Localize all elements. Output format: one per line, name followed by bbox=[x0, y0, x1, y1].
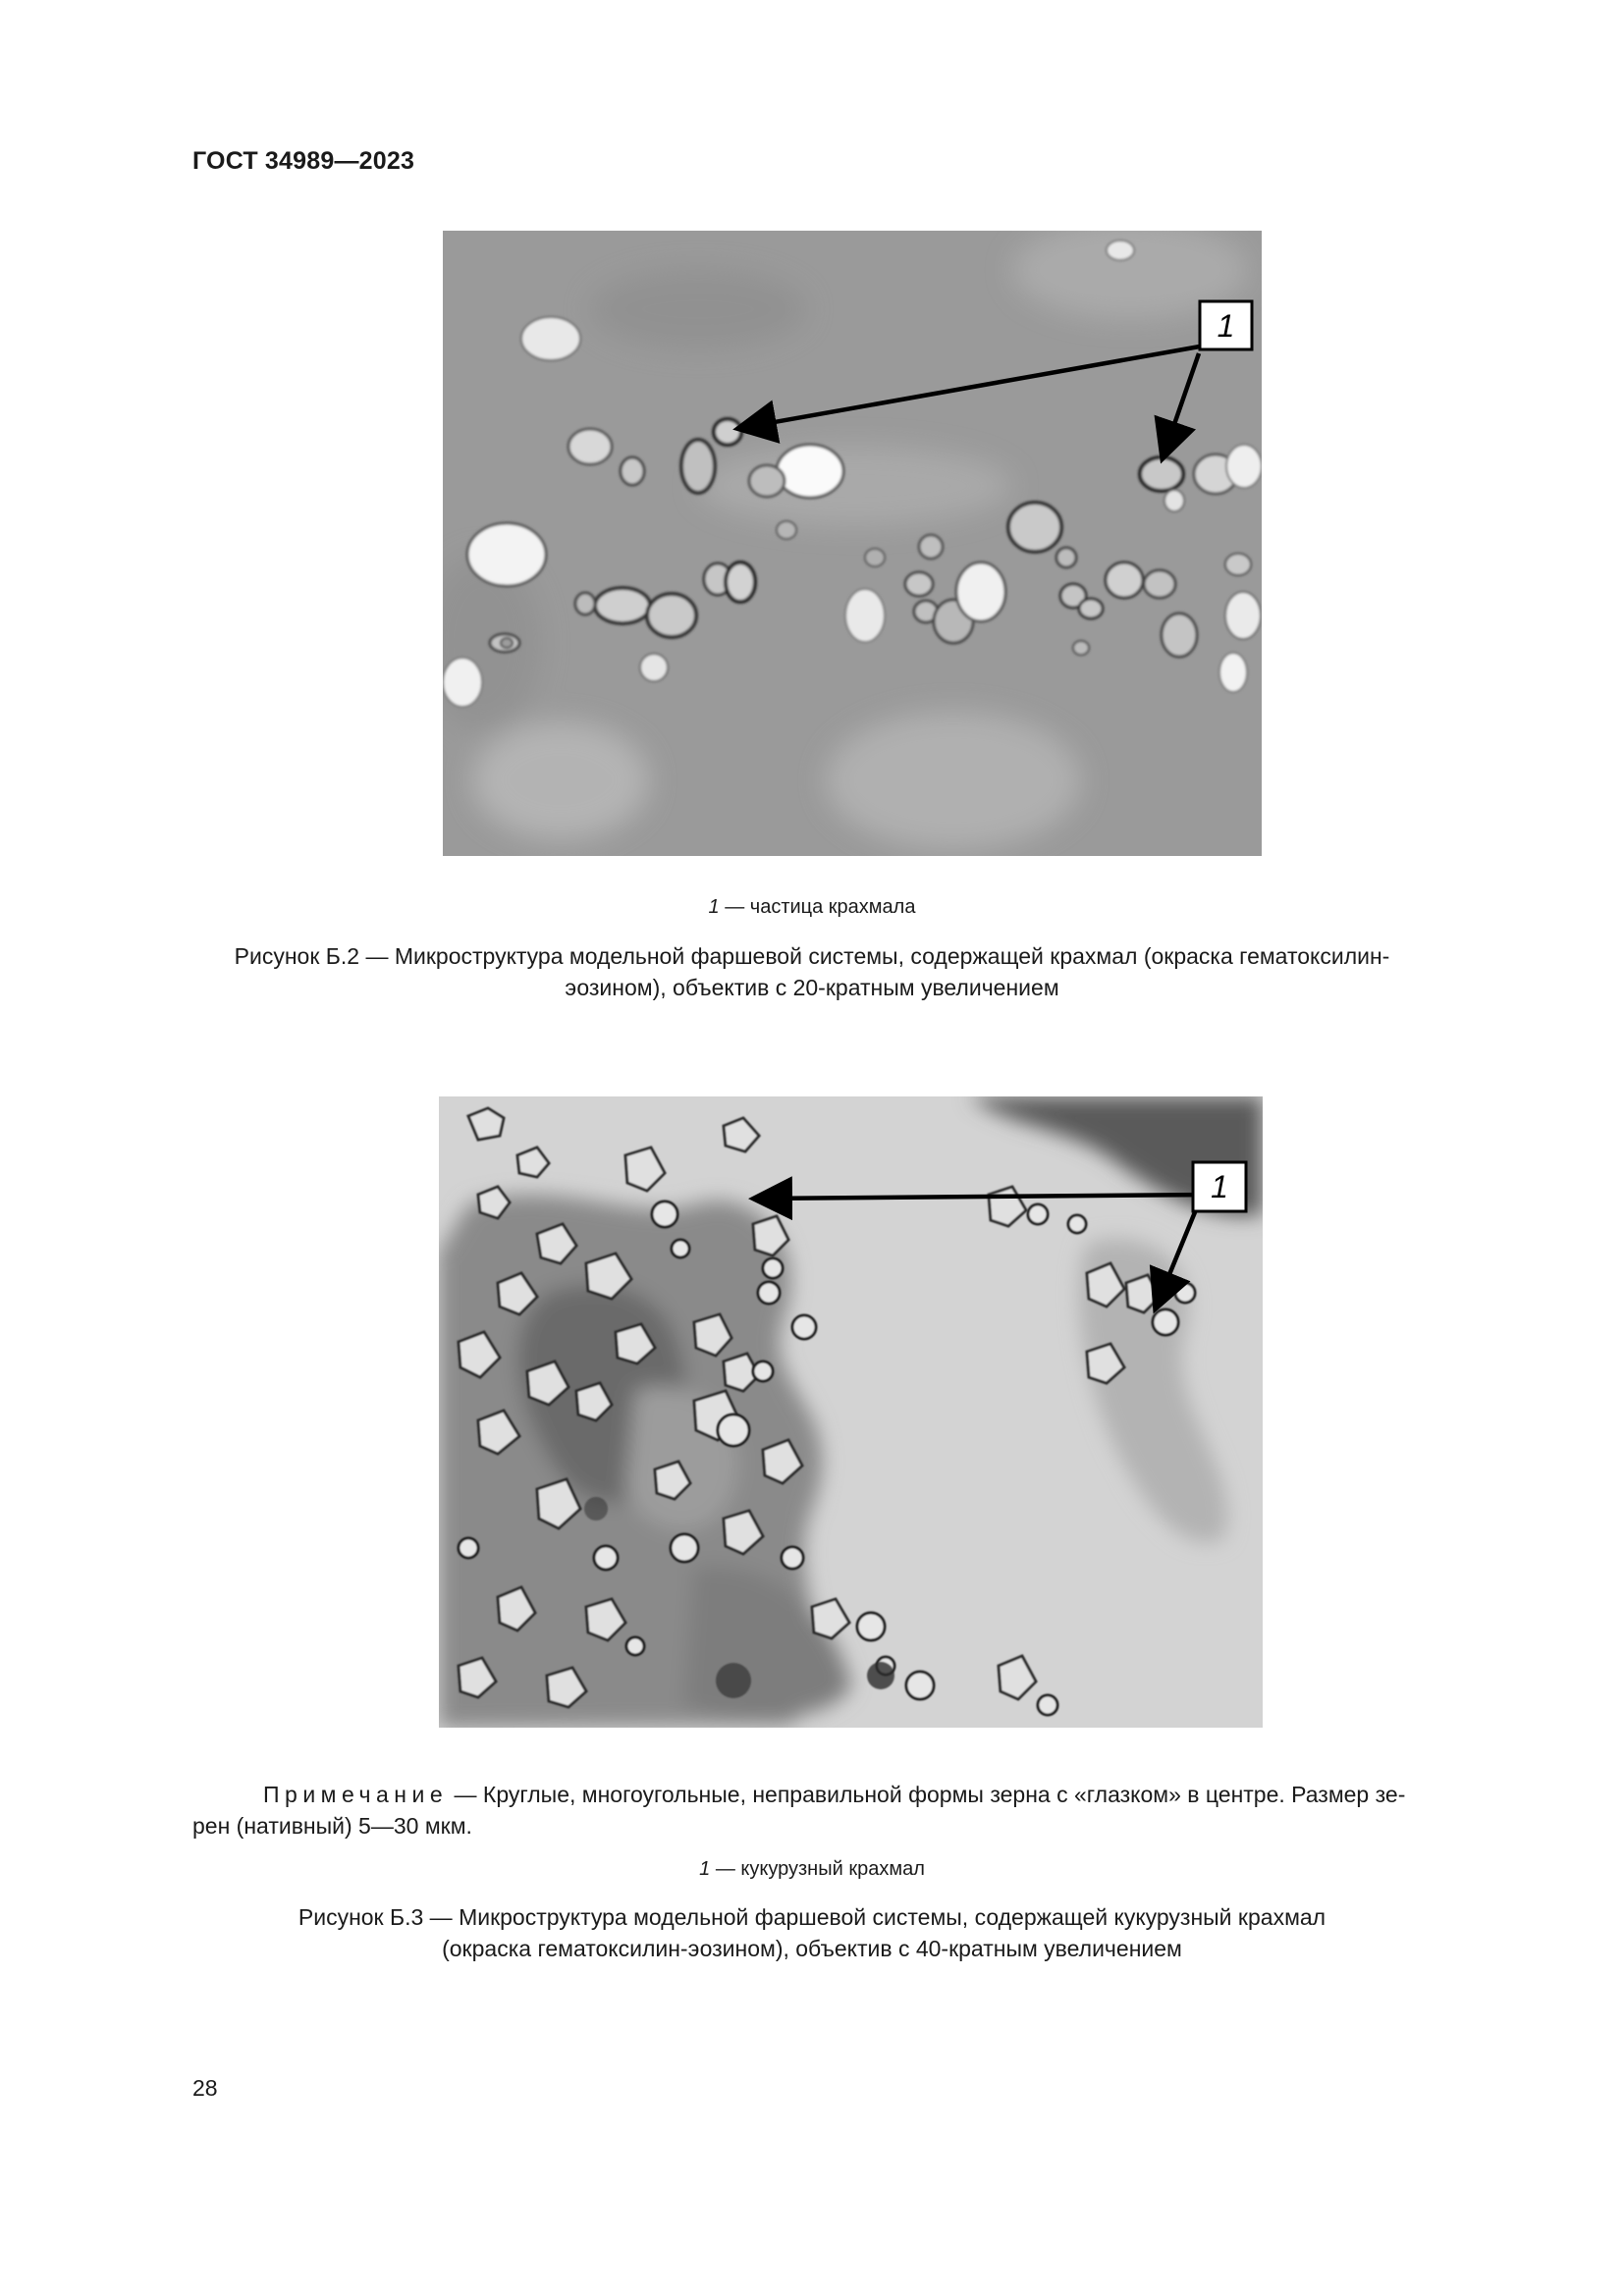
page-number: 28 bbox=[192, 2075, 218, 2101]
legend-text: — кукурузный крахмал bbox=[710, 1858, 925, 1880]
micrograph-starch-20x bbox=[443, 231, 1262, 856]
figure-b3-note bbox=[192, 1779, 1516, 1842]
note-text-line2: рен (нативный) 5—30 мкм. bbox=[192, 1813, 472, 1839]
figure-b2-legend bbox=[0, 896, 1624, 919]
callout-label-1: 1 bbox=[1211, 1169, 1228, 1204]
callout-label-1: 1 bbox=[1217, 308, 1235, 344]
note-label: Примечание bbox=[263, 1782, 449, 1807]
caption-line-2: эозином), объектив с 20-кратным увеличением bbox=[565, 975, 1059, 1000]
caption-line-2: (окраска гематоксилин-эозином), объектив с 40-кратным увеличением bbox=[442, 1936, 1182, 1961]
figure-b3-legend bbox=[0, 1858, 1624, 1881]
legend-number: 1 bbox=[708, 896, 720, 918]
legend-number: 1 bbox=[699, 1858, 711, 1880]
micrograph-corn-starch-40x bbox=[439, 1096, 1263, 1728]
note-text: — Круглые, многоугольные, неправильной формы зерна с «глазком» в центре. Размер зе- bbox=[448, 1782, 1406, 1807]
legend-text: — частица крахмала bbox=[719, 896, 916, 918]
standard-code: ГОСТ 34989—2023 bbox=[192, 147, 415, 175]
caption-line-1: Рисунок Б.2 — Микроструктура модельной фаршевой системы, содержащей крахмал (окраска гематоксилин- bbox=[234, 943, 1390, 969]
figure-b3-caption bbox=[147, 1901, 1477, 1964]
caption-line-1: Рисунок Б.3 — Микроструктура модельной фаршевой системы, содержащей кукурузный крахмал bbox=[298, 1904, 1326, 1930]
figure-b2-caption bbox=[147, 940, 1477, 1003]
